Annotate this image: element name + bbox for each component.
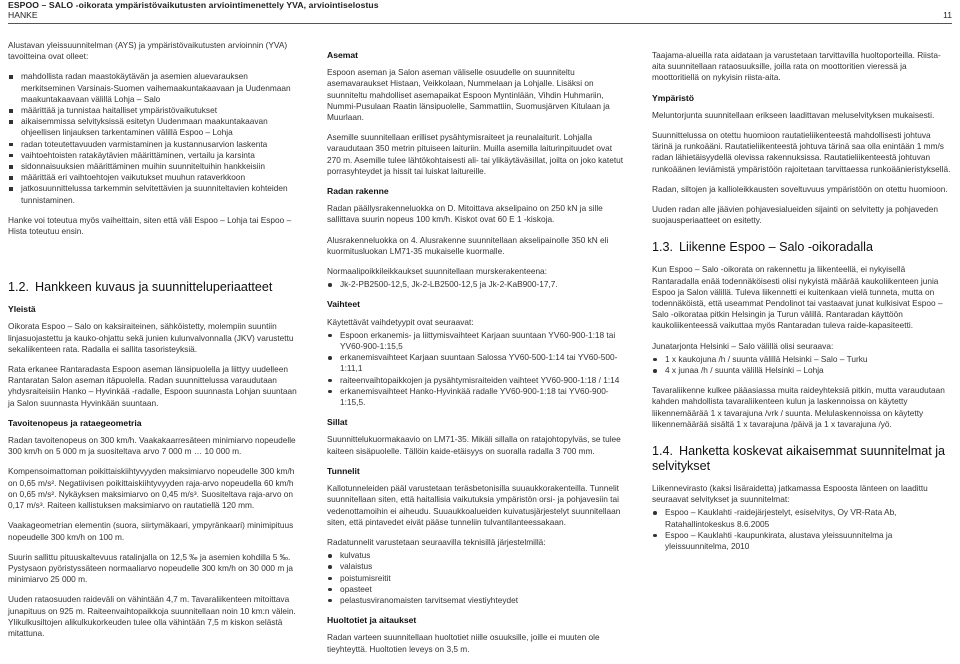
list-item: sidonnaisuuksien määrittäminen muihin suunniteltuihin hankkeisiin — [8, 161, 303, 172]
paragraph: Kallotunneleiden pääl varustetaan teräsbetonisilla suuaukkorakenteilla. Tunnelit suunnitellaan siten, että haitallisia vaikutuksia ympäristön orsi- ja pohjavesiin tai vedenottamoihin ei aiheudu. Suuaukkoalueiden kuivatusjärjestelyt suunnitellaan siten, että pintavedet eivät pääse tunneliin tulvantilanteessakaan. — [327, 483, 621, 527]
header-rule — [8, 23, 952, 24]
paragraph: Vaakageometrian elementin (suora, siirtymäkaari, ympyränkaari) minimipituus nopeudelle 300 km/h on 100 m. — [8, 520, 294, 542]
cross-section-list — [327, 279, 627, 290]
paragraph: Radan tavoitenopeus on 300 km/h. Vaakakaarresäteen minimiarvo nopeudelle 300 km/h on 5 000 m ja suositeltava arvo 7 000 m … 10 000 m. — [8, 435, 296, 457]
paragraph: Junatarjonta Helsinki – Salo välillä olisi seuraava: — [652, 340, 834, 351]
paragraph: Suurin sallittu pituuskaltevuus ratalinjalla on 12,5 ‰ ja asemien kohdilla 5 ‰. Pystysaon pyöristyssäteen normaaliarvo nopeudelle 300 km/h on 30 000 m ja minimiarvo 25 000 m. — [8, 551, 294, 585]
list-item: Espoo – Kauklahti -raidejärjestelyt, esiselvitys, Oy VR-Rata Ab, Ratahallintokeskus 8.6.2005 — [652, 507, 952, 529]
list-item: mahdollista radan maastokäytävän ja asemien aluevarauksen merkitseminen Varsinais-Suomen vaihemaakuntakaavaan ja Uudenmaan maakuntakaavaan välillä Lohja – Salo — [8, 71, 303, 105]
paragraph: Oikorata Espoo – Salo on kaksiraiteinen, sähköistetty, molempiin suuntiin linjasuojastettu ja kauko-ohjattu sekä junien kulunvalvonnalla (JKV) varustettu sekaliikenteen rata. Radalla ei sallita tasoristeyksiä. — [8, 321, 294, 354]
list-item: 4 x junaa /h / suunta välillä Helsinki – Lohja — [652, 365, 952, 376]
subheading: Ympäristö — [652, 92, 695, 103]
paragraph: Kun Espoo – Salo -oikorata on rakennettu ja liikenteellä, ei nykyisellä Rantaradalla enää todennäköisesti olisi nykyistä määrää kaukoliikenteen junia Espoo ja Salon välillä. Tuleva liikennetti ei kuitenkaan vielä tunneta, mutta on todennäköistä, että useammat Pendolinot tai vastaavat junat kulkisivat Espoo – Salo -oikorataa pitkin Helsingin ja Turun välillä. Rantaradan käyttöön kaukoliikenteessä vaikuttaa myös Rantaradan tuleva raide-kapasiteetti. — [652, 264, 943, 331]
list-item: jatkosuunnittelussa tarkemmin selvitettävien ja suunniteltavien kohteiden tunnistaminen. — [8, 183, 303, 205]
list-item: valaistus — [327, 561, 627, 572]
column-left — [8, 40, 303, 648]
list-item: pelastusviranomaisten tarvitsemat viestiyhteydet — [327, 595, 627, 606]
subheading: Vaihteet — [327, 299, 360, 310]
paragraph: Radatunnelit varustetaan seuraavilla teknisillä järjestelmillä: — [327, 536, 546, 547]
list-item: 1 x kaukojuna /h / suunta välillä Helsinki – Salo – Turku — [652, 354, 952, 365]
paragraph: Alusrakenneluokka on 4. Alusrakenne suunnitellaan akselipainolle 350 kN eli kuormitusluokan LM71-35 mukaiselle kuormalle. — [327, 234, 609, 256]
section-heading: 1.4. Hanketta koskevat aikaisemmat suunnitelmat ja selvitykset — [652, 444, 946, 474]
paragraph: Rata erkanee Rantaradasta Espoon aseman länsipuolella ja liittyy uudelleen Rantaratan Salon aseman itäpuolella. Radan suunnittelussa varaudutaan yhdysraiteisiin Hanko – Hyvinkää -radalle, Espoon suunnasta Lohjan suuntaan ja Salon suunnasta Hyvinkään suuntaan. — [8, 364, 297, 408]
list-item: kulvatus — [327, 550, 627, 561]
list-item: poistumisreitit — [327, 573, 627, 584]
subheading: Radan rakenne — [327, 186, 389, 197]
paragraph: Meluntorjunta suunnitellaan erikseen laadittavan meluselvityksen mukaisesti. — [652, 109, 935, 120]
paragraph: Normaalipoikkileikkaukset suunnitellaan murskerakenteena: — [327, 266, 547, 277]
paragraph: Uuden rataosuuden raideväli on vähintään 4,7 m. Tavaraliikenteen mitoittava junapituus on 925 m. Raiteenvaihtopaikkoja suunnitellaan noin 10 km:n välein. Ylikulkusiltojen alikulkukorkeuden tulee olla vähintään 7,5 m kiskon selästä mitattuna. — [8, 594, 296, 638]
paragraph: Radan päällysrakenneluokka on D. Mitoittava akselipaino on 250 kN ja sille sallittava suurin nopeus 100 km/h. Kiskot ovat 60 E 1 -kiskoja. — [327, 203, 603, 225]
list-item: opasteet — [327, 584, 627, 595]
paragraph: Taajama-alueilla rata aidataan ja varustetaan tarvittavilla huoltoporteilla. Riista-aita suunnitellaan rataosuuksille, joilla rata on moottoritien vieressä ja moottoritiellä on nykyisin riista-aita. — [652, 50, 941, 83]
list-item: Espoo – Kauklahti -kaupunkirata, alustava yleissuunnitelma ja yleissuunnitelma, 2010 — [652, 530, 952, 552]
header-title: ESPOO – SALO -oikorata ympäristövaikutusten arviointimenettely YVA, arviointiselostus — [8, 0, 379, 10]
list-item: radan toteutettavuuden varmistaminen ja kustannusarvion laskenta — [8, 139, 303, 150]
paragraph: Radan varteen suunnitellaan huoltotiet niille osuuksille, joille ei muuten ole tieyhteyttä. Huoltotien leveys on 3,5 m. — [327, 632, 600, 654]
previous-studies-list — [652, 507, 952, 552]
paragraph: Espoon aseman ja Salon aseman väliselle osuudelle on suunniteltu asemavaraukset Histaan, Veikkolaan, Nummelaan ja Lohjalle. Lisäksi on suunniteltu mahdolliset asemapaikat Espoon Myntinlään, Vihdin Huhmariin, Nummi-Pusulaan Raatin länsipuolelle, Sammattiin, Suomusjärven Kitulaan ja Muurlaan. — [327, 67, 610, 123]
subheading: Asemat — [327, 50, 359, 60]
list-item: aikaisemmissa selvityksissä esitetyn Uudenmaan maakuntakaavan ohjeellisen linjauksen tarkentaminen välillä Espoo – Lohja — [8, 116, 303, 138]
subheading: Yleistä — [8, 304, 36, 315]
paragraph: Radan, siltojen ja kallioleikkausten soveltuvuus ympäristöön on otettu huomioon. — [652, 183, 948, 194]
list-item: erkanemisvaihteet Hanko-Hyvinkää radalle YV60-900-1:18 tai YV60-900-1:15,5. — [327, 386, 627, 408]
train-service-list — [652, 354, 952, 376]
list-item: raiteenvaihtopaikkojen ja pysähtymisraiteiden vaihteet YV60-900-1:18 / 1:14 — [327, 375, 627, 386]
list-item: vaihtoehtoisten ratakäytävien määrittäminen, vertailu ja karsinta — [8, 150, 303, 161]
goals-list — [8, 71, 303, 205]
paragraph: Käytettävät vaihdetyypit ovat seuraavat: — [327, 316, 474, 327]
paragraph: Suunnittelussa on otettu huomioon rautatieliikenteestä mahdollisesti johtuva tärinä ja runkoääni. Rautatieliikenteestä johtuva tärinä saa olla enintään 1 mm/s radan lähietäisyydellä olevissa rakennuksissa. Rautatieliikenteestä johtuvan runkoäänen leviämistä ympäristöön rajoitetaan tarvittaessa runkoäänieristyksellä. — [652, 130, 951, 174]
page-number: 11 — [943, 10, 952, 20]
paragraph: Asemille suunnitellaan erilliset pysähtymisraiteet ja reunalaiturit. Lohjalla varaudutaan 350 metrin pituiseen laituriin. Muilla asemilla laiturinpituudet ovat 270 m. Asemille tulee lähtökohtaisesti ali- tai ylikäytäväsillat, joilta on joko katetut porrasyhteydet ja hissit tai luiskat laitureille. — [327, 132, 624, 176]
paragraph: Liikennevirasto (kaksi lisäraidetta) jatkamassa Espoosta länteen on laadittu seuraavat selvitykset ja suunnitelmat: — [652, 483, 928, 505]
phasing-text: Hanke voi toteutua myös vaiheittain, siten että väli Espoo – Lohja tai Espoo – Hista toteutuu ensin. — [8, 214, 292, 237]
subheading: Tavoitenopeus ja rataegeometria — [8, 417, 142, 428]
tunnel-systems-list — [327, 550, 627, 606]
column-right — [652, 50, 952, 561]
section-heading: 1.3. Liikenne Espoo – Salo -oikoradalla — [652, 240, 873, 255]
subheading: Huoltotiet ja aitaukset — [327, 615, 417, 626]
paragraph: Kompensoimattoman poikittaiskiihtyvyyden maksimiarvo nopeudelle 300 km/h on 0,65 m/s². Negatiivisen poikittaiskiihtyvyyden raja-arvo nopeudella 60 km/h on 0,65 m/s². Nykäyksen maksimiarvo on 0,45 m/s³. Suositeltava raja-arvo on 0,17 m/s³. Raiteen kallistuksen maksimiarvo on rautatiellä 120 mm. — [8, 466, 295, 511]
list-item: Jk-2-PB2500-12,5, Jk-2-LB2500-12,5 ja Jk-2-KaB900-17,7. — [327, 279, 627, 290]
section-heading: 1.2. Hankkeen kuvaus ja suunnitteluperiaatteet — [8, 280, 273, 295]
list-item: erkanemisvaihteet Karjaan suuntaan Salossa YV60-500-1:14 tai YV60-500-1:11,1 — [327, 352, 627, 374]
intro-text: Alustavan yleissuunnitelman (AYS) ja ympäristövaikutusten arvioinnin (YVA) tavoitteina ovat olleet: — [8, 40, 288, 62]
switch-list — [327, 330, 627, 408]
list-item: määrittää eri vaihtoehtojen vaikutukset muuhun rataverkkoon — [8, 172, 303, 183]
paragraph: Uuden radan alle jäävien pohjavesialueiden sijainti on selvitetty ja pohjaveden suojausperiaatteet on esitetty. — [652, 204, 938, 226]
paragraph: Suunnittelukuormakaavio on LM71-35. Mikäli sillalla on ratajohtopylväs, se tulee kaiteen sisäpuolelle. Tällöin kaide-etäisyys on suoralla radalla 3 700 mm. — [327, 434, 621, 456]
list-item: määrittää ja tunnistaa haitalliset ympäristövaikutukset — [8, 105, 303, 116]
header-org: HANKE — [8, 10, 38, 20]
paragraph: Tavaraliikenne kulkee pääasiassa muita raideyhteksiä pitkin, mutta varaudutaan kahden mahdollista tavaraliikenteen kulun ja laskennoissa on käytetty liikennemäärää 1 x tavarajuna /vrk / suunta. Melulaskennoissa on käytetty liikennemäärää sisältä 1 x tavarajuna /päivä ja 1 x tavarajuna /yö. — [652, 385, 945, 429]
column-middle — [327, 50, 627, 664]
list-item: Espoon erkanemis- ja liittymisvaihteet Karjaan suuntaan YV60-900-1:18 tai YV60-900-1:15,5 — [327, 330, 627, 352]
subheading: Tunnelit — [327, 465, 360, 476]
subheading: Sillat — [327, 417, 348, 428]
